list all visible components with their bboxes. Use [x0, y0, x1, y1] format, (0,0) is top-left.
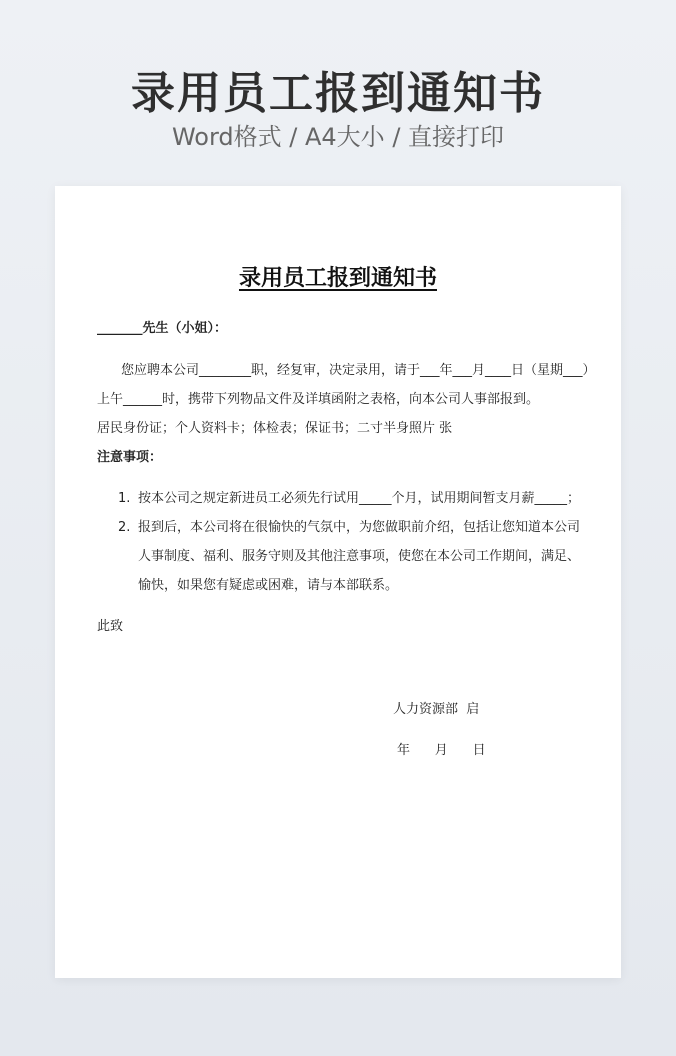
document-title: [55, 264, 621, 294]
signature-date: 年 月 日: [397, 743, 486, 758]
list-item: [118, 490, 581, 508]
page-subtitle: Word格式 / A4大小 / 直接打印: [171, 123, 505, 151]
list-item-continuation: 人事制度、福利、服务守则及其他注意事项，使您在本公司工作期间，满足、: [138, 549, 581, 564]
items-required-line: 居民身份证；个人资料卡；体检表；保证书；二寸半身照片 张: [97, 421, 453, 436]
document-title-text: 录用员工报到通知书: [238, 266, 437, 291]
list-item-continuation: 愉快，如果您有疑虑或困难，请与本部联系。: [138, 578, 399, 593]
list-item-number: 1.: [118, 491, 131, 506]
list-item-text: 报到后，本公司将在很愉快的气氛中，为您做职前介绍，包括让您知道本公司: [138, 520, 581, 535]
notes-heading: 注意事项：: [97, 450, 163, 465]
page-title: 录用员工报到通知书: [131, 68, 545, 119]
paragraph-line-1: 您应聘本公司________职，经复审，决定录用，请于___年___月____日（星期___）: [121, 363, 596, 378]
list-item-number: 2.: [118, 520, 131, 535]
salutation: _______先生（小姐）：: [97, 321, 228, 336]
list-item-text: 按本公司之规定新进员工必须先行试用_____个月，试用期间暂支月薪_____；: [138, 491, 581, 506]
closing-text: 此致: [97, 619, 124, 634]
paragraph-line-2: 上午______时，携带下列物品文件及详填函附之表格，向本公司人事部报到。: [97, 392, 540, 407]
signature-department: 人力资源部 启: [393, 702, 480, 717]
list-item: [118, 519, 581, 537]
document-page: [55, 186, 621, 978]
